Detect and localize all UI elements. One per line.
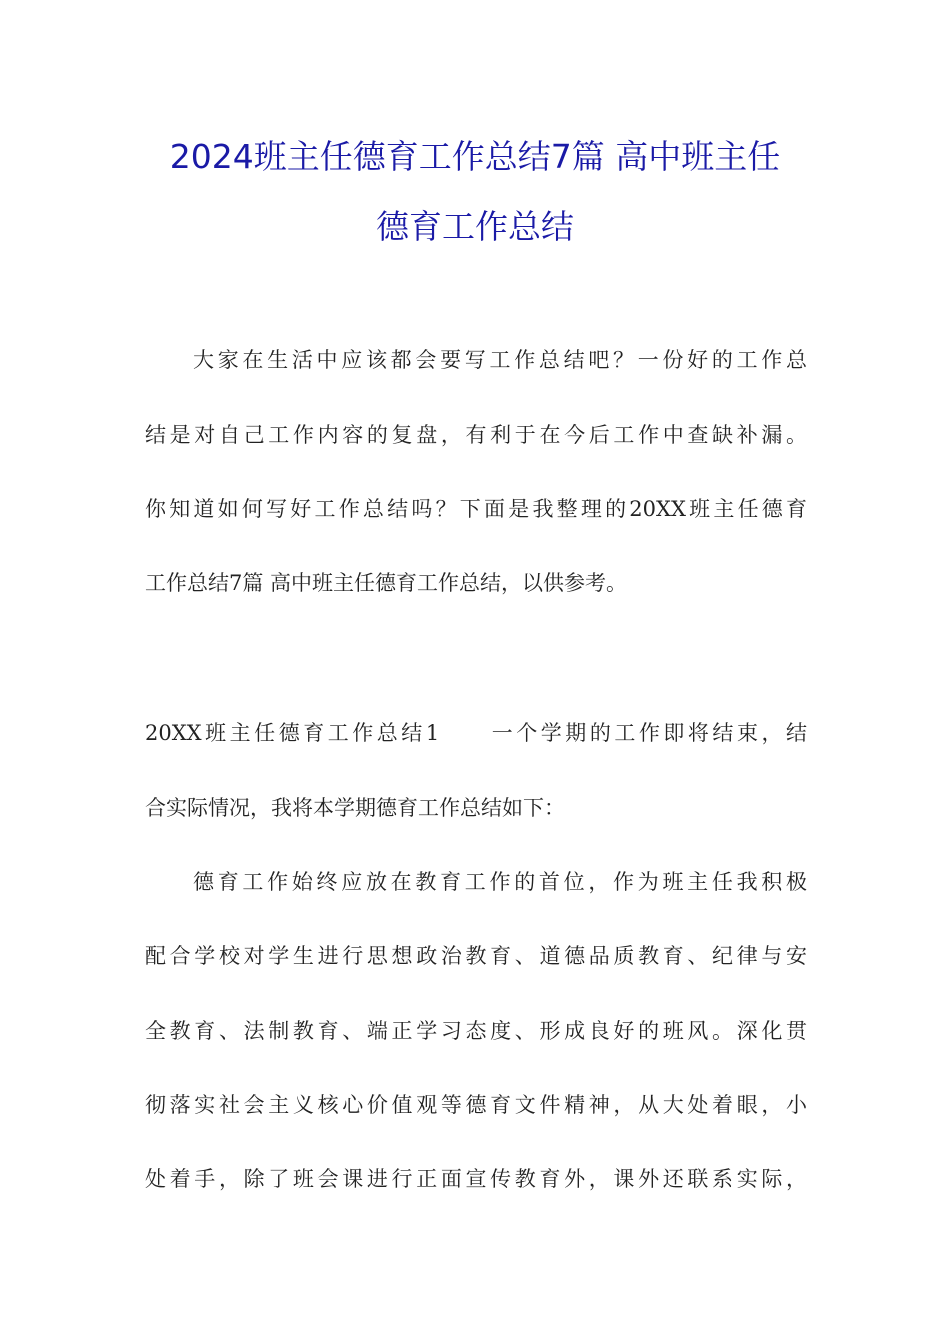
section1-line-1: 20XX班主任德育工作总结1 一个学期的工作即将结束，结 xyxy=(145,721,807,745)
body-line-2: 配合学校对学生进行思想政治教育、道德品质教育、纪律与安 xyxy=(145,944,807,968)
body-line-1: 德育工作始终应放在教育工作的首位，作为班主任我积极 xyxy=(193,870,807,894)
body-line-3: 全教育、法制教育、端正学习态度、形成良好的班风。深化贯 xyxy=(145,1019,807,1043)
document-title-line-1: 2024班主任德育工作总结7篇 高中班主任 xyxy=(169,137,781,176)
intro-line-3: 你知道如何写好工作总结吗？下面是我整理的20XX班主任德育 xyxy=(145,497,807,521)
intro-line-1: 大家在生活中应该都会要写工作总结吧？一份好的工作总 xyxy=(193,348,807,372)
body-line-4: 彻落实社会主义核心价值观等德育文件精神，从大处着眼，小 xyxy=(145,1093,807,1117)
intro-line-4: 工作总结7篇 高中班主任德育工作总结，以供参考。 xyxy=(145,571,628,595)
document-title-line-2: 德育工作总结 xyxy=(376,207,574,246)
intro-line-2: 结是对自己工作内容的复盘，有利于在今后工作中查缺补漏。 xyxy=(145,423,807,447)
body-line-5: 处着手，除了班会课进行正面宣传教育外，课外还联系实际， xyxy=(145,1167,807,1191)
section1-line-2: 合实际情况，我将本学期德育工作总结如下： xyxy=(145,796,565,820)
